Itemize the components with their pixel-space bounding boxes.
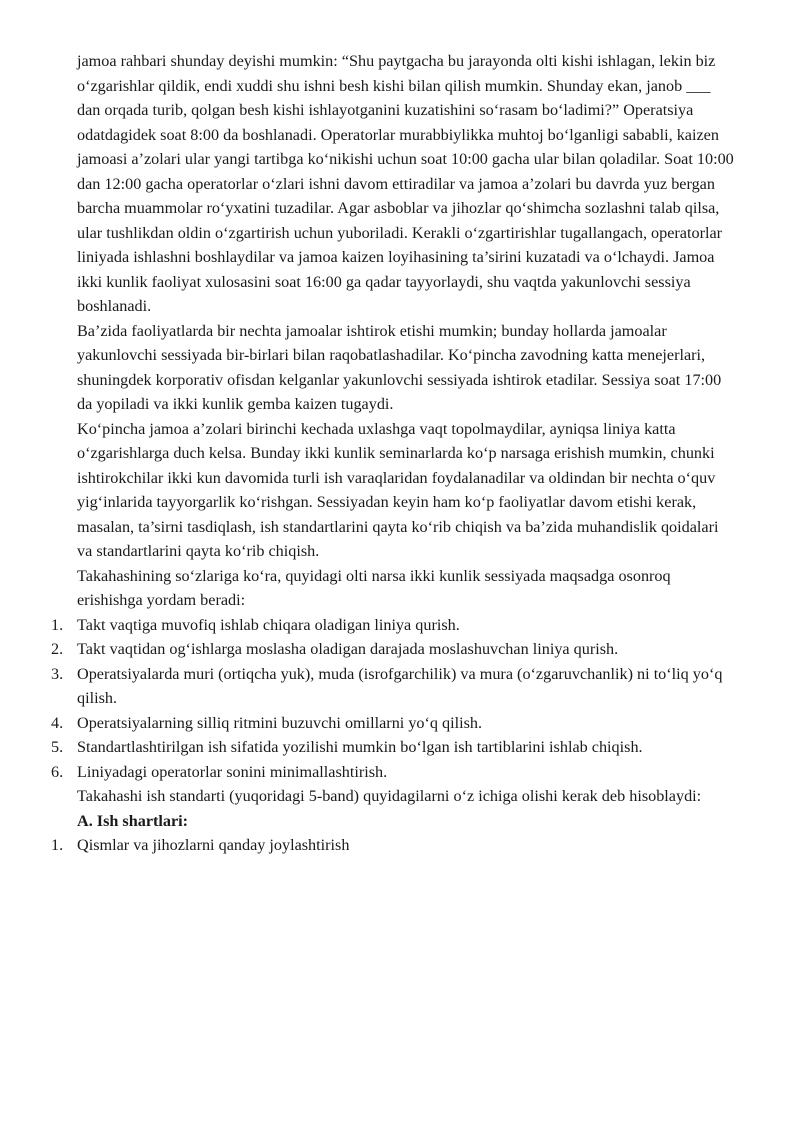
list-item-text: Standartlashtirilgan ish sifatida yozilishi mumkin bo‘lgan ish tartiblarini ishlab chiqish.	[77, 738, 643, 756]
list-item	[51, 662, 737, 711]
list-item	[51, 613, 737, 638]
list-item	[51, 760, 737, 785]
list-number: 2.	[51, 640, 64, 658]
paragraph-list-intro: Takahashining so‘zlariga ko‘ra, quyidagi olti narsa ikki kunlik sessiyada maqsadga osonroq erishishga yordam beradi:	[77, 566, 671, 609]
paragraph-operations-schedule: jamoa rahbari shunday deyishi mumkin: “Shu paytgacha bu jarayonda olti kishi ishlagan, lekin biz o‘zgarishlar qildik, endi xuddi shu ishni besh kishi bilan qilish mumkin. Shunday ekan, janob ___ dan orqada turib, qolgan besh kishi ishlayotganini kuzatishini so‘rasam bo‘ladimi?” Operatsiya odatdagidek soat 8:00 da boshlanadi. Operatorlar murabbiylikka muhtoj bo‘lganligi sababli, kaizen jamoasi a’zolari ular yangi tartibga ko‘nikishi uchun soat 10:00 gacha ular bilan qoladilar. Soat 10:00 dan 12:00 gacha operatorlar o‘zlari ishni davom ettiradilar va jamoa a’zolari bu davrda yuz bergan barcha muammolar ro‘yxatini tuzadilar. Agar asboblar va jihozlar qo‘shimcha sozlashni talab qilsa, ular tushlikdan oldin o‘zgartirish uchun yuboriladi. Kerakli o‘zgartirishlar tugallangach, operatorlar liniyada ishlashni boshlaydilar va jamoa kaizen loyihasining ta’sirini kuzatadi va o‘lchaydi. Jamoa ikki kunlik faoliyat xulosasini soat 16:00 ga qadar tayyorlaydi, shu vaqtda yakunlovchi sessiya boshlanadi.	[77, 52, 734, 315]
list-item-text: Takt vaqtiga muvofiq ishlab chiqara oladigan liniya qurish.	[77, 615, 460, 634]
paragraph-work-standard: Takahashi ish standarti (yuqoridagi 5-band) quyidagilarni o‘z ichiga olishi kerak deb hisoblaydi:	[77, 787, 702, 805]
list-number: 1.	[51, 836, 64, 854]
list-item	[51, 833, 737, 858]
list-number: 6.	[51, 762, 64, 781]
list-item-text: Qismlar va jihozlarni qanday joylashtirish	[77, 836, 350, 854]
list-number: 5.	[51, 738, 64, 756]
list-item-text: Operatsiyalarning silliq ritmini buzuvchi omillarni yo‘q qilish.	[77, 713, 483, 732]
list-number: 4.	[51, 713, 64, 732]
list-item	[51, 711, 737, 736]
list-item-text: Operatsiyalarda muri (ortiqcha yuk), muda (isrofgarchilik) va mura (o‘zgaruvchanlik) ni to‘liq yo‘q qilish.	[77, 664, 723, 707]
paragraph-workshop-effort: Ko‘pincha jamoa a’zolari birinchi kechada uxlashga vaqt topolmaydilar, ayniqsa liniya katta o‘zgarishlarga duch kelsa. Bunday ikki kunlik seminarlarda ko‘p narsaga erishish mumkin, chunki ishtirokchilar ikki kun davomida turli ish varaqlaridan foydalanadilar va oldindan bir nechta o‘quv yig‘inlarida tayyorgarlik ko‘rishgan. Sessiyadan keyin ham ko‘p faoliyatlar davom etishi kerak, masalan, ta’sirni tasdiqlash, ish standartlarini qayta ko‘rib chiqish va ba’zida muhandislik qoidalari va standartlarini qayta ko‘rib chiqish.	[77, 419, 719, 560]
section-heading: A. Ish shartlari:	[77, 811, 189, 830]
paragraph-final-session: Ba’zida faoliyatlarda bir nechta jamoalar ishtirok etishi mumkin; bunday hollarda jamoalar yakunlovchi sessiyada bir-birlari bilan raqobatlashadilar. Ko‘pincha zavodning katta menejerlari, shuningdek korporativ ofisdan kelganlar yakunlovchi sessiyada ishtirok etadilar. Sessiya soat 17:00 da yopiladi va ikki kunlik gemba kaizen tugaydi.	[77, 321, 722, 413]
list-item-text: Takt vaqtidan og‘ishlarga moslasha oladigan darajada moslashuvchan liniya qurish.	[77, 640, 619, 658]
list-item	[51, 735, 737, 760]
list-number: 1.	[51, 615, 64, 634]
goals-list	[51, 613, 737, 785]
list-item	[51, 637, 737, 662]
list-item-text: Liniyadagi operatorlar sonini minimallashtirish.	[77, 762, 388, 781]
work-conditions-list	[51, 833, 737, 858]
page-content	[51, 49, 737, 858]
list-number: 3.	[51, 664, 64, 683]
